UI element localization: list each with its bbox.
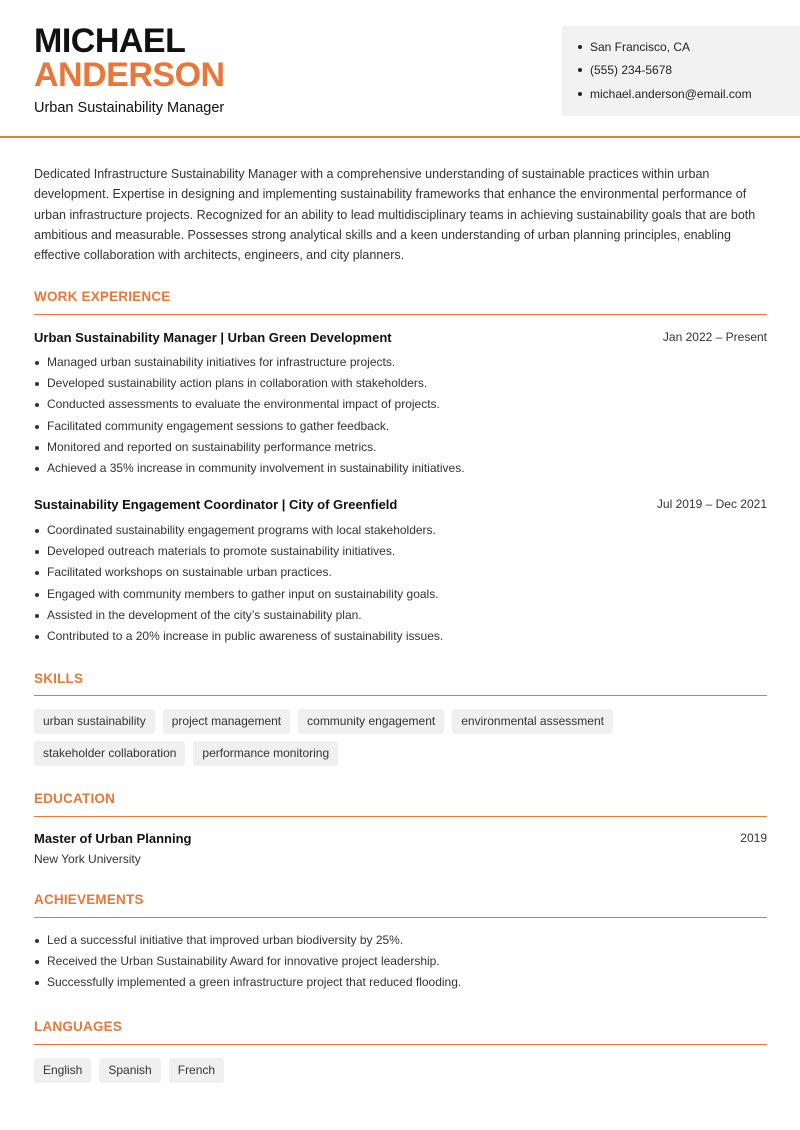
resume-header [0,0,800,138]
contact-box [562,26,800,116]
job-1-bullets [34,352,767,479]
job-role: Sustainability Engagement Coordinator | City of Greenfield [34,497,398,512]
contact-phone: (555) 234-5678 [578,63,672,77]
section-title-achievements: ACHIEVEMENTS [34,892,144,907]
skills-row-2 [34,741,338,766]
contact-location: San Francisco, CA [578,40,690,54]
education-year: 2019 [740,831,767,845]
bullet-icon [578,45,582,49]
job-2-bullets [34,520,767,647]
section-divider [34,816,767,817]
summary: Dedicated Infrastructure Sustainability Manager with a comprehensive understanding of sustainable practices within urban development. Expertise in designing and implementing sustainability frameworks that enhance the environmental performance of urban infrastructure projects. Recognized for an ability to lead multidisciplinary teams in achieving sustainability goals that are both ambitious and measurable. Possesses strong analytical skills and a keen understanding of urban planning principles, enabling effective collaboration with architects, engineers, and city planners. [34,167,756,263]
section-title-languages: LANGUAGES [34,1019,123,1034]
job-role: Urban Sustainability Manager | Urban Green Development [34,330,392,345]
section-title-skills: SKILLS [34,671,84,686]
list-item: Facilitated community engagement sessions to gather feedback. [34,416,767,437]
section-title-education: EDUCATION [34,791,116,806]
bullet-icon [578,92,582,96]
skills-row-1 [34,709,613,734]
bullet-icon [578,68,582,72]
contact-email[interactable]: michael.anderson@email.com [578,87,752,101]
skill-chip: stakeholder collaboration [34,741,185,766]
list-item: Developed outreach materials to promote sustainability initiatives. [34,541,767,562]
education-school: New York University [34,852,141,866]
section-divider [34,917,767,918]
list-item: Developed sustainability action plans in collaboration with stakeholders. [34,373,767,394]
skill-chip: community engagement [298,709,444,734]
skill-chip: environmental assessment [452,709,613,734]
language-chip: English [34,1058,91,1083]
list-item: Successfully implemented a green infrastructure project that reduced flooding. [34,972,767,993]
first-name: MICHAEL [34,22,186,60]
achievements-list [34,930,767,994]
job-title: Urban Sustainability Manager [34,100,225,116]
education-degree: Master of Urban Planning [34,831,192,846]
last-name: ANDERSON [34,56,225,94]
list-item: Managed urban sustainability initiatives for infrastructure projects. [34,352,767,373]
list-item: Assisted in the development of the city’s sustainability plan. [34,605,767,626]
skill-chip: performance monitoring [193,741,338,766]
list-item: Led a successful initiative that improved urban biodiversity by 25%. [34,930,767,951]
section-title-work: WORK EXPERIENCE [34,289,171,304]
language-chip: Spanish [99,1058,160,1083]
skill-chip: project management [163,709,290,734]
job-dates: Jan 2022 – Present [662,330,767,344]
list-item: Received the Urban Sustainability Award for innovative project leadership. [34,951,767,972]
list-item: Facilitated workshops on sustainable urban practices. [34,562,767,583]
languages-row [34,1058,224,1083]
section-divider [34,314,767,315]
section-divider [34,695,767,696]
skill-chip: urban sustainability [34,709,155,734]
section-divider [34,1044,767,1045]
list-item: Conducted assessments to evaluate the environmental impact of projects. [34,394,767,415]
list-item: Monitored and reported on sustainability performance metrics. [34,437,767,458]
list-item: Coordinated sustainability engagement programs with local stakeholders. [34,520,767,541]
job-1-header [34,330,767,345]
list-item: Achieved a 35% increase in community involvement in sustainability initiatives. [34,458,767,479]
list-item: Engaged with community members to gather input on sustainability goals. [34,584,767,605]
job-dates: Jul 2019 – Dec 2021 [656,497,767,511]
list-item: Contributed to a 20% increase in public awareness of sustainability issues. [34,626,767,647]
job-2-header [34,497,767,512]
language-chip: French [169,1058,224,1083]
